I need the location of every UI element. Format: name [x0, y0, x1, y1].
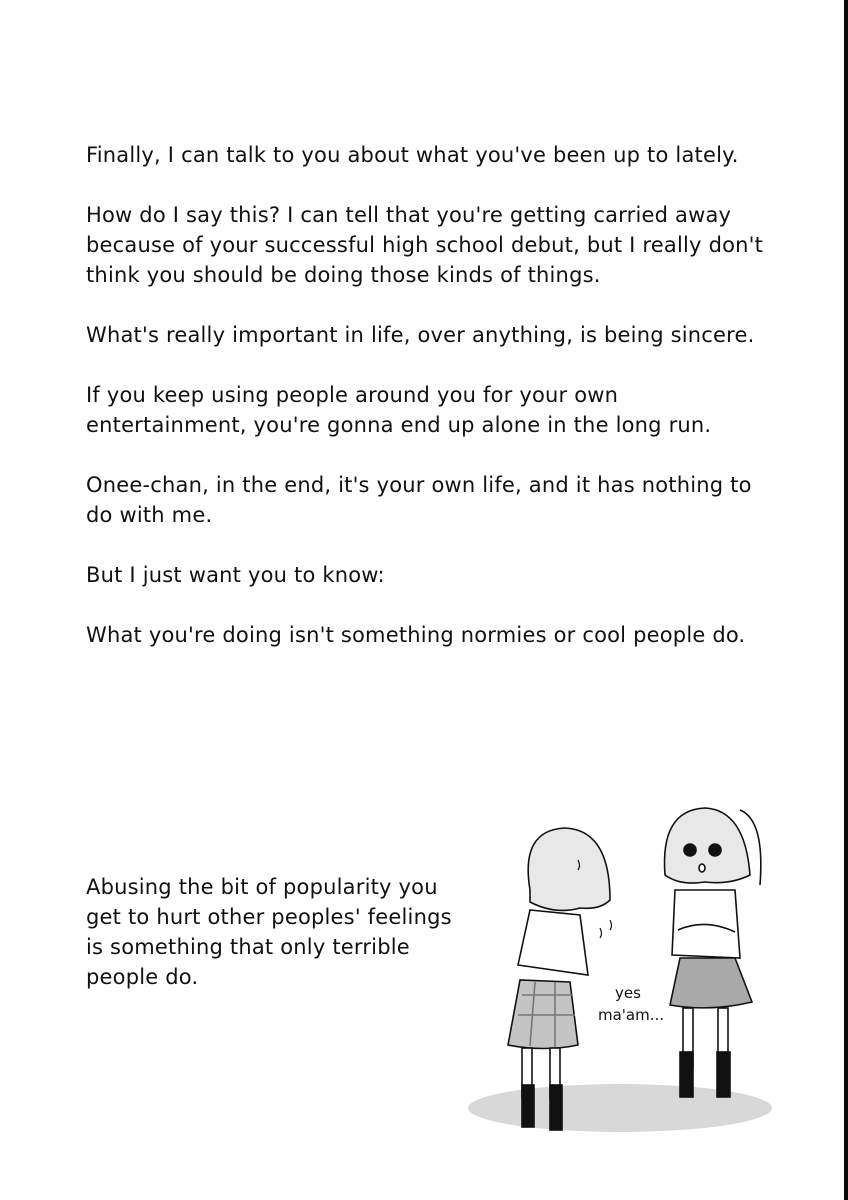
- letter-paragraph: If you keep using people around you for your own entertainment, you're gonna end up alone in the long run.: [86, 383, 712, 437]
- letter-paragraph: What's really important in life, over anything, is being sincere.: [86, 323, 755, 347]
- two-girls-illustration: [460, 790, 780, 1150]
- right-girl-figure: [665, 808, 761, 1097]
- letter-closing: Abusing the bit of popularity you get to hurt other peoples' feelings is something that only terrible people do.: [86, 875, 452, 989]
- letter-paragraph: But I just want you to know:: [86, 563, 385, 587]
- letter-body: [86, 140, 776, 680]
- letter-paragraph: Onee-chan, in the end, it's your own life, and it has nothing to do with me.: [86, 473, 752, 527]
- letter-paragraph: What you're doing isn't something normies or cool people do.: [86, 623, 746, 647]
- page-edge-bar: [844, 0, 848, 1200]
- letter-paragraph: Finally, I can talk to you about what you've been up to lately.: [86, 143, 739, 167]
- speech-text: yes ma'am...: [598, 984, 665, 1024]
- letter-paragraph: How do I say this? I can tell that you're getting carried away because of your successful high school debut, but I really don't think you should be doing those kinds of things.: [86, 203, 764, 287]
